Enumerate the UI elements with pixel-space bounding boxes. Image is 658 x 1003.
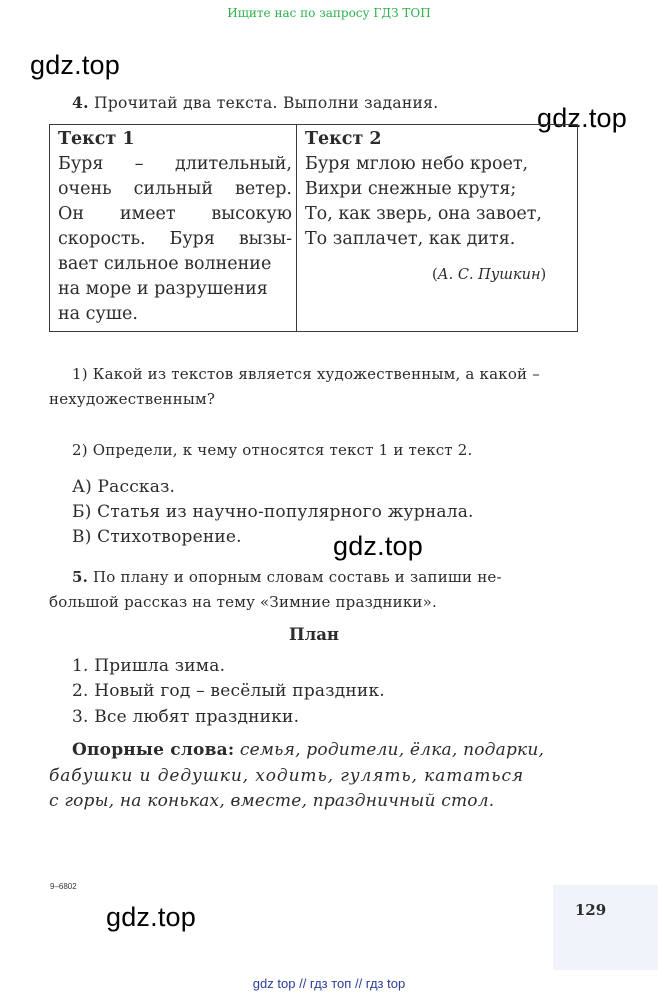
- text-1-column: [58, 127, 292, 327]
- keywords-line-3: с горы, на коньках, вместе, праздничный стол.: [49, 791, 495, 811]
- text-1-line: [58, 177, 292, 202]
- keywords-label: Опорные слова: [72, 740, 228, 760]
- text-1-line: [58, 277, 292, 302]
- poem-line: Буря мглою небо кроет,: [305, 154, 529, 174]
- text-1-word: на море и разрушения: [58, 279, 268, 299]
- text-1-line: [58, 302, 292, 327]
- text-1-word: очень: [58, 179, 112, 199]
- option-b: Б) Статья из научно-популярного журнала.: [72, 502, 474, 522]
- print-code: 9–6802: [50, 882, 77, 891]
- text-1-word: имеет: [119, 204, 176, 224]
- text-2-column: [305, 127, 542, 252]
- author-name: А. С. Пушкин: [437, 267, 541, 283]
- task-number: 5.: [72, 568, 89, 586]
- poem-line: То, как зверь, она завоет,: [305, 204, 542, 224]
- text-1-title: Текст 1: [58, 129, 135, 149]
- question-1-line-1: 1) Какой из текстов является художественным, а какой –: [72, 365, 540, 383]
- text-1-line: [58, 252, 292, 277]
- option-c: В) Стихотворение.: [72, 527, 242, 547]
- text-1-word: Буря: [169, 229, 215, 249]
- plan-item: 1. Пришла зима.: [72, 656, 226, 676]
- text-1-word: –: [134, 154, 144, 174]
- bottom-link[interactable]: gdz top: [252, 976, 296, 991]
- task-4-heading: [72, 93, 438, 112]
- watermark-logo: gdz.top: [30, 50, 120, 80]
- bottom-links: [0, 976, 658, 991]
- bottom-link[interactable]: гдз top: [365, 976, 406, 991]
- keywords-line-1: Опорные слова: семья, родители, ёлка, подарки,: [72, 740, 545, 760]
- plan-title: План: [289, 625, 339, 644]
- bottom-link[interactable]: гдз топ: [309, 976, 352, 991]
- watermark-logo: gdz.top: [537, 103, 627, 133]
- plan-item: 2. Новый год – весёлый праздник.: [72, 681, 385, 701]
- poem-line: То заплачет, как дитя.: [305, 229, 516, 249]
- text-1-word: Буря: [58, 154, 104, 174]
- text-1-word: скорость.: [58, 229, 146, 249]
- keywords-text: семья, родители, ёлка, подарки,: [239, 740, 545, 760]
- text-1-line: [58, 227, 292, 252]
- task-number: 4.: [72, 93, 89, 112]
- option-a: А) Рассказ.: [72, 477, 176, 497]
- top-banner-link[interactable]: Ищите нас по запросу ГДЗ ТОП: [227, 6, 431, 20]
- poem-line: Вихри снежные крутя;: [305, 179, 517, 199]
- text-1-word: вает сильное волнение: [58, 254, 272, 274]
- text-1-word: вызы-: [238, 229, 292, 249]
- text-2-title: Текст 2: [305, 129, 382, 149]
- task-text: По плану и опорным словам составь и запиши не-: [93, 568, 502, 586]
- watermark-logo: gdz.top: [106, 902, 196, 932]
- text-1-word: на суше.: [58, 304, 138, 324]
- task-5-line-2: большой рассказ на тему «Зимние праздники».: [49, 593, 437, 611]
- page-number-box: [553, 885, 658, 970]
- text-1-line: [58, 152, 292, 177]
- poem-author: (А. С. Пушкин): [432, 267, 547, 283]
- keywords-line-2: бабушки и дедушки, ходить, гулять, кататься: [49, 766, 525, 786]
- link-separator: //: [299, 976, 310, 991]
- text-1-line: [58, 202, 292, 227]
- text-1-word: длительный,: [174, 154, 292, 174]
- text-1-word: ветер.: [234, 179, 292, 199]
- task-5-line-1: [72, 568, 502, 586]
- text-1-word: высокую: [211, 204, 292, 224]
- question-1-line-2: нехудожественным?: [49, 390, 216, 408]
- text-1-body: [58, 152, 292, 327]
- watermark-logo: gdz.top: [333, 531, 423, 561]
- task-text: Прочитай два текста. Выполни задания.: [94, 94, 439, 112]
- text-1-word: сильный: [133, 179, 213, 199]
- text-1-word: Он: [58, 204, 85, 224]
- page-number: 129: [574, 901, 607, 919]
- link-separator: //: [354, 976, 366, 991]
- table-divider: [296, 124, 297, 332]
- question-2: 2) Определи, к чему относятся текст 1 и текст 2.: [72, 441, 473, 459]
- plan-item: 3. Все любят праздники.: [72, 707, 300, 727]
